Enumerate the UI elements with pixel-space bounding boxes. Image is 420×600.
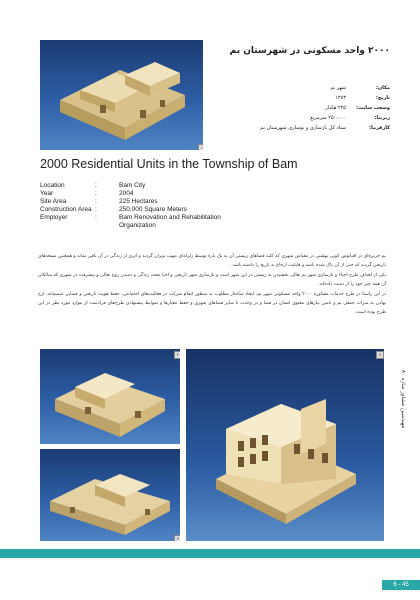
info-label: کارفرما: [368, 125, 390, 131]
info-colon: : [95, 198, 97, 205]
info-value: ستاد کل بازسازی و نوسازی شهرستان بم [260, 125, 346, 131]
page-number: 6 - 45 [382, 580, 420, 590]
top-render-image [40, 40, 203, 150]
render-image-2 [40, 349, 180, 444]
info-colon: : [95, 190, 97, 197]
footer-accent-bar [0, 549, 420, 558]
body-paragraph: بم جزیره‌ای در اقیانوس کویر، بهشتی در مقیاس شهری که کلیه فضاهای زیستی آن به یک باره توسط زلزله‌ای مهیب ویران گردید و اثری از زندگی در آن باقی نماند و همچنین نسخه‌های تاریخی گردید که حتی از آن یاک شده باشد و قابلیت ارجاع به تاریخ را داشته باشد. [38, 254, 386, 268]
building-render-4 [186, 349, 384, 541]
persian-info-row [200, 123, 390, 133]
persian-title: ۲۰۰۰ واحد مسکونی در شهرستان بم [229, 46, 390, 56]
info-label: وسعت سایت: [356, 105, 390, 111]
info-label: مکان: [375, 85, 390, 91]
persian-info-row [200, 113, 390, 123]
body-paragraph: یکی از اهداف طرح احیاء و بازسازی شهر بم تعالی بخشیدن به زیستن در این شهر است و بازسازی شهر تاریخی و احیا مجدد زندگی و دمیدن روح تعالی و پیشرفت در شهری که سالکان آن همه چیز خود را از دست داده‌اند. [38, 273, 386, 287]
persian-body [38, 252, 386, 318]
info-label: Site Area [40, 198, 67, 205]
image-tag: ۴ [376, 351, 384, 359]
image-tag: ۲ [174, 351, 180, 359]
info-value: ۲۵۰،۰۰۰ مترمربع [310, 115, 346, 121]
info-value: ۱۳۸۳ [335, 95, 346, 101]
info-label: Year [40, 190, 54, 197]
building-render-1 [40, 40, 203, 150]
english-info-row [40, 190, 239, 198]
render-image-3 [40, 449, 180, 541]
persian-info-row [200, 103, 390, 113]
body-paragraph: در این راستا در طرح خدمات مشاوره ۲۰۰۰ واحد مسکونی شهر بم، ایجاد ساختار مطلوب به منظور انجام شرکت در فعالیت‌های اجتماعی، حفظ هویت تاریخی و فضایی صمیمانه، ارج نهادن به میراث جمعی بم و تامین نیازهای معنوی انسان در فضا و در وحدت با سایر فضاهای شهری و حفظ معیارها و ضوابط پیشنهادی طرح‌های فرادست از موارد مورد نظر در این طرح بوده است. [38, 292, 386, 315]
english-info [40, 182, 239, 230]
building-render-3 [40, 449, 180, 541]
persian-info-row [200, 83, 390, 93]
info-label: Location [40, 182, 65, 189]
image-tag: ۱ [198, 144, 203, 150]
info-value: 225 Hectares [119, 198, 158, 205]
info-label: Construction Area [40, 206, 92, 213]
building-render-2 [40, 349, 180, 444]
render-image-4 [186, 349, 384, 541]
info-label: زیربنا: [374, 115, 390, 121]
english-info-row [40, 182, 239, 190]
english-info-row [40, 198, 239, 206]
info-label: تاریخ: [375, 95, 390, 101]
side-label: مهندسین مشاور سازه ۸۰ [400, 370, 406, 429]
info-label: Employer [40, 214, 68, 221]
english-info-row [40, 206, 239, 214]
info-colon: : [95, 214, 97, 221]
english-info-row [40, 214, 239, 230]
info-value: ۲۲۵ هکتار [325, 105, 346, 111]
persian-info [200, 83, 390, 133]
info-value: 2004 [119, 190, 134, 197]
info-colon: : [95, 206, 97, 213]
image-tag: ۳ [174, 535, 180, 541]
persian-info-row [200, 93, 390, 103]
info-colon: : [95, 182, 97, 189]
info-value: 250,000 Square Meters [119, 206, 187, 213]
english-title: 2000 Residential Units in the Township of Bam [40, 157, 298, 171]
info-value: شهر بم [330, 85, 346, 91]
info-value: Bam Renovation and Rehabilitation Organization [119, 214, 221, 229]
info-value: Bam City [119, 182, 146, 189]
